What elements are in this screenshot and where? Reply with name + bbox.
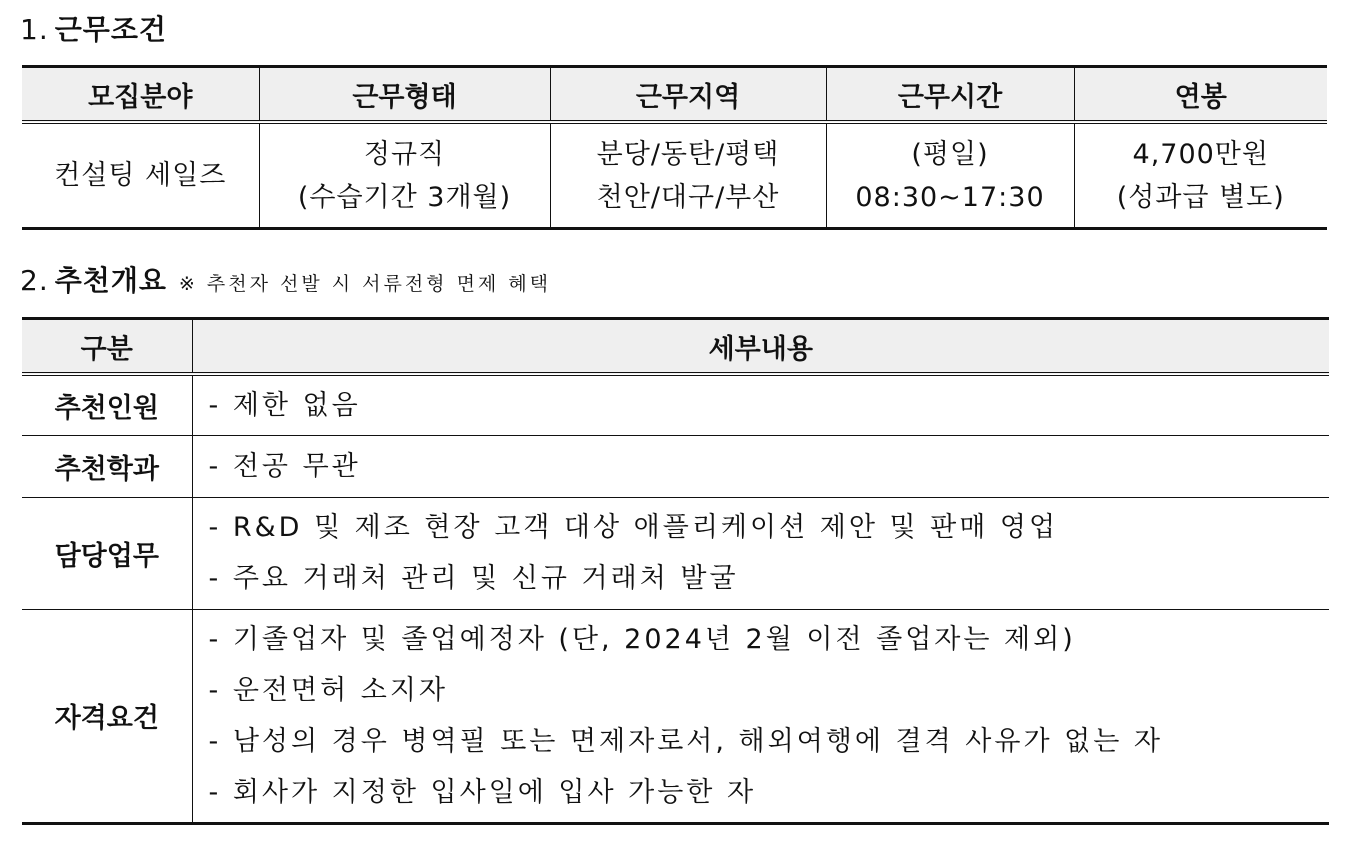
row-label: 추천학과 <box>22 435 192 497</box>
table-row <box>22 435 1329 497</box>
cell-work-hours <box>826 122 1074 229</box>
cell-line: 컨설팅 세일즈 <box>54 160 227 191</box>
column-header-salary: 연봉 <box>1074 67 1327 123</box>
column-header-details: 세부내용 <box>192 319 1329 375</box>
table-row <box>22 122 1327 229</box>
row-content <box>192 435 1329 497</box>
cell-salary <box>1074 122 1327 229</box>
cell-field <box>22 122 259 229</box>
table-header-row <box>22 67 1327 123</box>
row-label: 담당업무 <box>22 497 192 609</box>
table-row <box>22 497 1329 609</box>
column-header-category: 구분 <box>22 319 192 375</box>
detail-line: - 회사가 지정한 입사일에 입사 가능한 자 <box>208 776 757 808</box>
cell-line: (성과급 별도) <box>1116 181 1285 213</box>
detail-line: - 전공 무관 <box>208 450 361 482</box>
column-header-employment-type: 근무형태 <box>259 67 550 123</box>
recommendation-overview-table <box>22 317 1329 825</box>
section-heading: 근무조건 <box>54 13 167 46</box>
cell-line: (수습기간 3개월) <box>297 181 512 213</box>
table-row <box>22 609 1329 823</box>
row-content <box>192 609 1329 823</box>
section-title-working-conditions <box>20 8 167 48</box>
section-number: 1. <box>20 13 49 46</box>
cell-line: 천안/대구/부산 <box>596 181 780 213</box>
detail-line: - 주요 거래처 관리 및 신규 거래처 발굴 <box>208 563 739 594</box>
cell-line: 08:30~17:30 <box>855 181 1045 213</box>
detail-line: - 제한 없음 <box>208 389 361 421</box>
detail-line: - 운전면허 소지자 <box>208 674 448 706</box>
cell-line: 4,700만원 <box>1132 138 1269 170</box>
detail-line: - 기졸업자 및 졸업예정자 (단, 2024년 2월 이전 졸업자는 제외) <box>208 623 1076 655</box>
detail-line: - R&D 및 제조 현장 고객 대상 애플리케이션 제안 및 판매 영업 <box>208 512 1059 543</box>
row-label: 자격요건 <box>22 609 192 823</box>
column-header-field: 모집분야 <box>22 67 259 123</box>
working-conditions-table <box>22 65 1327 230</box>
section-title-recommendation-overview <box>20 259 551 299</box>
row-content <box>192 374 1329 435</box>
row-label: 추천인원 <box>22 374 192 435</box>
cell-line: 분당/동탄/평택 <box>596 138 780 170</box>
table-row <box>22 374 1329 435</box>
section-heading: 추천개요 <box>54 264 167 297</box>
section-note: ※ 추천자 선발 시 서류전형 면제 혜택 <box>178 273 552 295</box>
table-header-row <box>22 319 1329 375</box>
detail-line: - 남성의 경우 병역필 또는 면제자로서, 해외여행에 결격 사유가 없는 자 <box>208 725 1163 757</box>
column-header-work-location: 근무지역 <box>550 67 826 123</box>
cell-employment-type <box>259 122 550 229</box>
cell-line: 정규직 <box>363 138 446 170</box>
column-header-work-hours: 근무시간 <box>826 67 1074 123</box>
row-content <box>192 497 1329 609</box>
cell-work-location <box>550 122 826 229</box>
cell-line: (평일) <box>911 138 989 170</box>
section-number: 2. <box>20 264 49 297</box>
